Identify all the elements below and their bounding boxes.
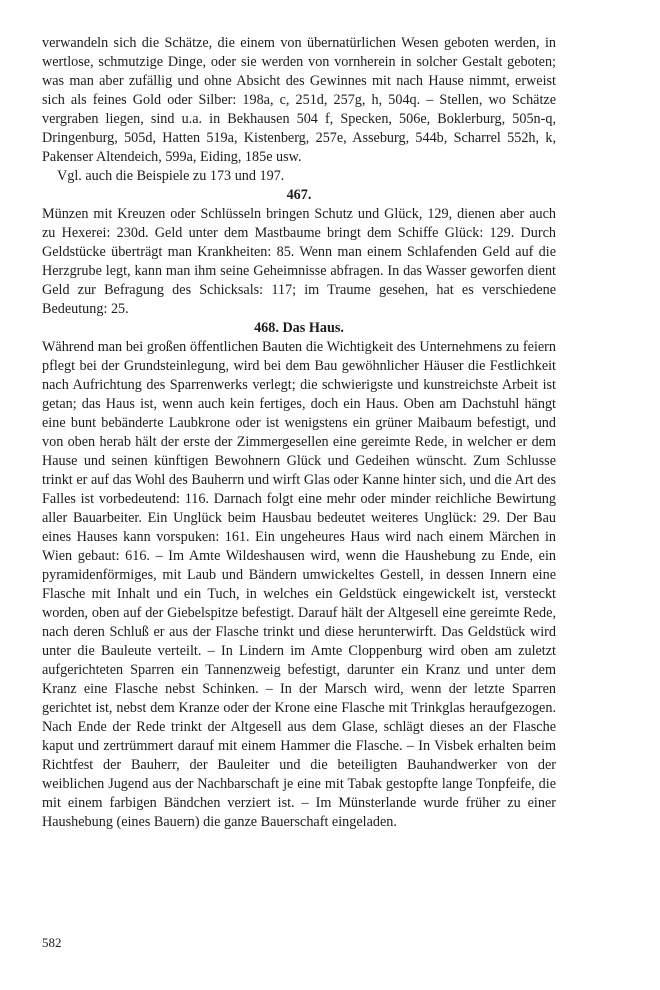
page-number: 582 <box>42 935 62 950</box>
intro-paragraph: verwandeln sich die Schätze, die einem von übernatürlichen Wesen geboten werden, in wertlose, schmutzige Dinge, oder sie werden von vornherein in solcher Gestalt geboten; was man aber zufällig und ohne Absicht des Gewinnes mit nach Hause nimmt, erweist sich als feines Gold oder Silber: 198a, c, 251d, 257g, h, 504q. – Stellen, wo Schätze vergraben liegen, sind u.a. in Bekhausen 504 f, Specken, 506e, Boklerburg, 505n-q, Dringenburg, 505d, Hatten 519a, Kistenberg, 257e, Asseburg, 544b, Scharrel 552h, k, Pakenser Altendeich, 599a, Eiding, 185e usw. <box>42 35 556 165</box>
section-467-paragraph: Münzen mit Kreuzen oder Schlüsseln bringen Schutz und Glück, 129, dienen aber auch zu Hexerei: 230d. Geld unter dem Mastbaume bringt dem Schiffe Glück: 129. Durch Geldstücke überträgt man Krankheiten: 85. Wenn man einem Schlafenden Geld auf die Herzgrube legt, kann man ihm seine Geheimnisse abfragen. In das Wasser geworfen dient Geld zur Befragung des Schicksals: 117; im Traume gesehen, hat es verschiedene Bedeutung: 25. <box>42 206 556 317</box>
section-467-heading: 467. <box>286 187 312 203</box>
section-468-heading: 468. Das Haus. <box>254 320 344 336</box>
section-468-paragraph: Während man bei großen öffentlichen Bauten die Wichtigkeit des Unternehmens zu feiern pflegt bei der Grundsteinlegung, wird bei dem Bau gewöhnlicher Häuser die Festlichkeit nach Aufrichtung des Sparrenwerks verlegt; die schwierigste und kunstreichste Arbeit ist getan; das Haus ist, wenn auch kein fertiges, doch ein Haus. Oben am Dachstuhl hängt eine bunt bebänderte Laubkrone oder ist wenigstens ein grüner Maibaum befestigt, und von oben herab hält der erste der Zimmergesellen eine gereimte Rede, in welcher er dem Hause und seinen künftigen Bewohnern Glück und Gedeihen wünscht. Zum Schlusse trinkt er auf das Wohl des Bauherrn und wirft Glas oder Kanne hinter sich, und die Art des Falles ist vorbedeutend: 116. Darnach folgt eine mehr oder minder reichliche Bewirtung aller Bauarbeiter. Ein Unglück beim Hausbau bedeutet weiteres Unglück: 29. Der Bau eines Hauses kann vorspuken: 161. Ein ungeheures Haus wird nach einem Märchen in Wien gebaut: 616. – Im Amte Wildeshausen wird, wenn die Haushebung zu Ende, ein pyramidenförmiges, mit Laub und Bändern umwickeltes Gestell, in dessen Innern eine Flasche mit Inhalt und ein Tuch, in welches ein Geldstück eingewickelt ist, versteckt worden, oben auf der Giebelspitze befestigt. Darauf hält der Altgesell eine gereimte Rede, nach deren Schluß er aus der Flasche trinkt und diese herunterwirft. Das Geldstück wird unter die Bauleute verteilt. – In Lindern im Amte Cloppenburg wird oben am zuletzt aufgerichteten Sparren ein Tannenzweig befestigt, darunter ein Kranz und unter dem Kranz eine Flasche nebst Schinken. – In der Marsch wird, wenn der letzte Sparren gerichtet ist, nebst dem Kranze oder der Krone eine Flasche mit Trinkglas heraufgezogen. Nach Ende der Rede trinkt der Altgesell aus dem Glase, schlägt dieses an der Flasche kaput und zertrümmert darauf mit einem Hammer die Flasche. – In Visbek erhalten beim Richtfest der Bauherr, der Bauleiter und die beteiligten Bauhandwerker von der weiblichen Jugend aus der Nachbarschaft je eine mit Tabak gestopfte lange Tonpfeife, die mit einem farbigen Bändchen verziert ist. – Im Münsterlande wurde früher zu einer Haushebung (eines Bauern) die ganze Bauerschaft eingeladen. <box>42 339 556 830</box>
see-also-note: Vgl. auch die Beispiele zu 173 und 197. <box>57 168 285 184</box>
